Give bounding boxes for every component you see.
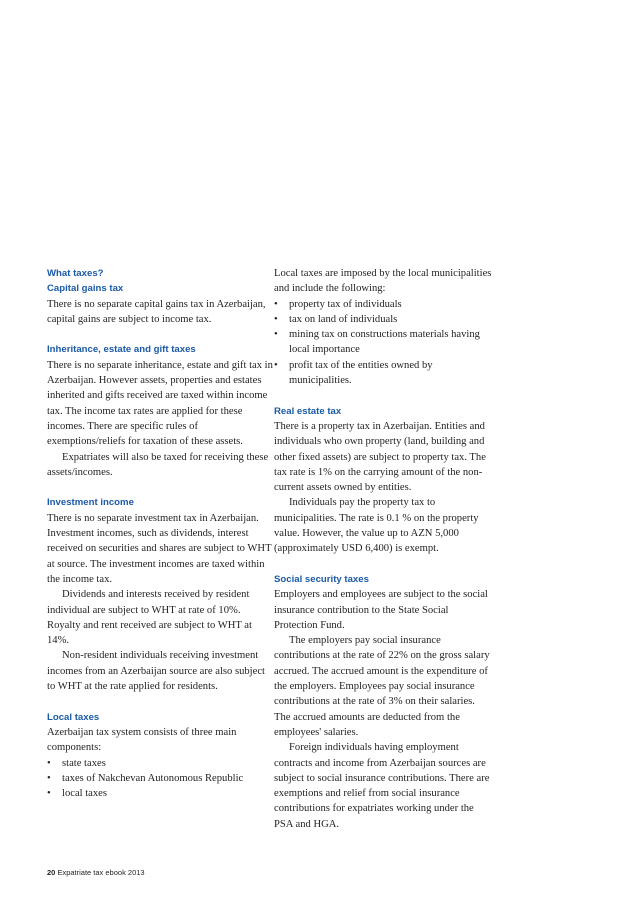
- heading-social-security: Social security taxes: [274, 573, 369, 585]
- heading-real-estate-tax: Real estate tax: [274, 405, 342, 417]
- investment-paragraph-3: Non-resident individuals receiving investment incomes from an Azerbaijan source are also subject to WHT at the rate applied for residents.: [47, 650, 265, 693]
- list-item: • profit tax of the entities owned by municipalities.: [274, 359, 433, 387]
- bullet-icon: •: [274, 329, 278, 341]
- list-item: • mining tax on constructions materials having local importance: [274, 329, 480, 356]
- list-item: • local taxes: [47, 786, 273, 801]
- publication-title: Expatriate tax ebook 2013: [57, 868, 145, 877]
- bullet-icon: •: [274, 313, 278, 325]
- real-estate-paragraph: There is a property tax in Azerbaijan. Entities and individuals who own property (land, building and other fixed assets) are subject to property tax. The tax rate is 1% on the carrying amount of the non-current assets owned by entities.: [274, 420, 486, 494]
- section-heading-what-taxes: What taxes?: [47, 268, 104, 279]
- heading-capital-gains: Capital gains tax: [47, 283, 124, 295]
- inheritance-paragraph: There is no separate inheritance, estate and gift tax in Azerbaijan. However assets, properties and estates inherited and gifts received are taxed within income tax. The income tax rates are applied for these incomes. There are specific rules of exemptions/reliefs for taxation of these assets.: [47, 359, 273, 448]
- heading-investment-income: Investment income: [47, 497, 134, 509]
- heading-inheritance: Inheritance, estate and gift taxes: [47, 344, 196, 356]
- left-column: [47, 266, 273, 801]
- investment-paragraph: There is no separate investment tax in Azerbaijan. Investment incomes, such as dividends, interest received on securities and shares are subject to WHT at source. The investment incomes are taxed within the income tax.: [47, 512, 272, 585]
- local-taxes-paragraph: Azerbaijan tax system consists of three main components:: [47, 726, 237, 754]
- page-footer: [47, 868, 145, 877]
- bullet-icon: •: [47, 757, 51, 769]
- real-estate-paragraph-2: Individuals pay the property tax to municipalities. The rate is 0.1 % on the property value. However, the value up to AZN 5,000 (approximately USD 6,400) is exempt.: [274, 497, 479, 555]
- bullet-icon: •: [274, 359, 278, 371]
- local-taxes-intro: Local taxes are imposed by the local municipalities and include the following:: [274, 268, 492, 295]
- page-number: 20: [47, 868, 56, 877]
- list-item: • tax on land of individuals: [274, 312, 492, 327]
- capital-gains-paragraph: There is no separate capital gains tax in Azerbaijan, capital gains are subject to income tax.: [47, 298, 266, 325]
- bullet-icon: •: [47, 788, 51, 800]
- heading-local-taxes: Local taxes: [47, 711, 100, 723]
- local-taxes-list: [274, 297, 492, 389]
- inheritance-paragraph-2: Expatriates will also be taxed for receiving these assets/incomes.: [47, 451, 269, 478]
- list-item: • state taxes: [47, 756, 273, 771]
- list-item: • property tax of individuals: [274, 297, 492, 312]
- social-security-paragraph: Employers and employees are subject to the social insurance contribution to the State Social Protection Fund.: [274, 589, 488, 631]
- tax-components-list: [47, 756, 273, 802]
- social-security-paragraph-2: The employers pay social insurance contributions at the rate of 22% on the gross salary accrued. The accrued amount is the expenditure of the employers. Employees pay social insurance contributions at the rate of 3% on their salaries. The accrued amounts are deducted from the employees' salaries.: [274, 635, 490, 738]
- social-security-paragraph-3: Foreign individuals having employment contracts and income from Azerbaijan sources are subject to social insurance contributions. There are exemptions and relief from social insurance contributions for expatriates working under the PSA and HGA.: [274, 742, 490, 830]
- right-column: [274, 266, 492, 832]
- bullet-icon: •: [47, 772, 51, 784]
- investment-paragraph-2: Dividends and interests received by resident individual are subject to WHT at rate of 10%. Royalty and rent received are subject to WHT at 14%.: [47, 589, 252, 647]
- list-item: • taxes of Nakchevan Autonomous Republic: [47, 771, 273, 786]
- bullet-icon: •: [274, 298, 278, 310]
